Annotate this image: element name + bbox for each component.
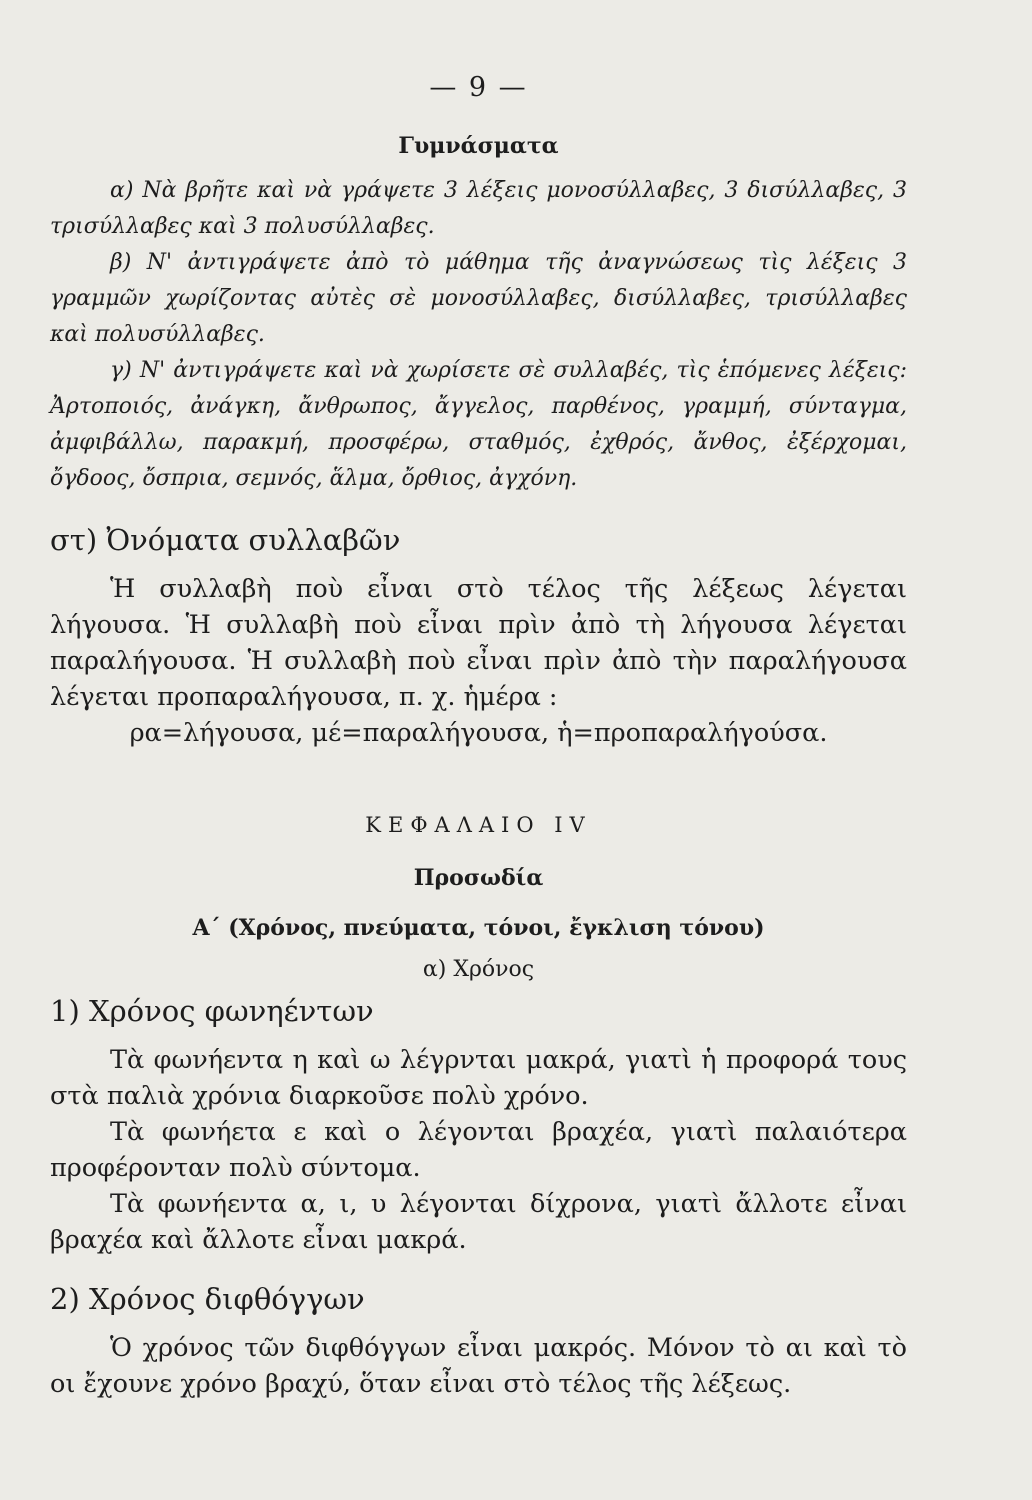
vowel-time-body: [50, 1042, 907, 1258]
syllable-names-body: [50, 571, 907, 751]
paragraph: Τὰ φωνήεντα α, ι, υ λέγονται δίχρονα, γιατὶ ἄλλοτε εἶναι βραχέα καὶ ἄλλοτε εἶναι μακρά.: [50, 1189, 907, 1255]
sub-heading: α) Χρόνος: [422, 957, 535, 982]
section-title: στ) Ὀνόματα συλλαβῶν: [50, 523, 401, 557]
paragraph: Τὰ φωνήεντα η καὶ ω λέγρνται μακρά, γιατὶ ἡ προφορά τους στὰ παλιὰ χρόνια διαρκοῦσε πολὺ χρόνο.: [50, 1045, 907, 1111]
exercise-item: α) Νὰ βρῆτε καὶ νὰ γράψετε 3 λέξεις μονοσύλλαβες, 3 δισύλλαβες, 3 τρισύλλαβες καὶ 3 πολυσύλλαβες.: [50, 178, 907, 239]
section-title: 2) Χρόνος διφθόγγων: [50, 1282, 365, 1316]
section-title: 1) Χρόνος φωνηέντων: [50, 994, 374, 1028]
exercise-item: γ) Ν' ἀντιγράψετε καὶ νὰ χωρίσετε σὲ συλλαβές, τὶς ἑπόμενες λέξεις: Ἀρτοποιός, ἀνάγκη, ἄνθρωπος, ἄγγελος, παρθένος, γραμμή, σύνταγμα, ἀμφιβάλλω, παρακμή, προσφέρω, σταθμός, ἐχθρός, ἄνθος, ἐξέρχομαι, ὄγδοος, ὄσπρια, σεμνός, ἅλμα, ὄρθιος, ἀγχόνη.: [50, 358, 907, 491]
page-number: — 9 —: [429, 72, 528, 103]
paragraph: Ἡ συλλαβὴ ποὺ εἶναι στὸ τέλος τῆς λέξεως λέγεται λήγουσα. Ἡ συλλαβὴ ποὺ εἶναι πρὶν ἀπὸ τὴ λήγουσα λέγεται παραλήγουσα. Ἡ συλλαβὴ ποὺ εἶναι πρὶν ἀπὸ τὴν παραλήγουσα λέγεται προπαραλήγουσα, π. χ. ἡμέρα :: [50, 574, 907, 712]
lesson-heading: Α΄ (Χρόνος, πνεύματα, τόνοι, ἔγκλιση τόνου): [192, 915, 765, 941]
diphthong-time-body: [50, 1330, 907, 1402]
exercises-heading: Γυμνάσματα: [398, 133, 559, 159]
paragraph: Ὁ χρόνος τῶν διφθόγγων εἶναι μακρός. Μόνον τὸ αι καὶ τὸ οι ἔχουνε χρόνο βραχύ, ὅταν εἶναι στὸ τέλος τῆς λέξεως.: [50, 1333, 907, 1399]
paragraph: Τὰ φωνήετα ε καὶ ο λέγονται βραχέα, γιατὶ παλαιότερα προφέρονταν πολὺ σύντομα.: [50, 1117, 907, 1183]
chapter-subheading: Προσωδία: [413, 865, 544, 891]
exercise-item: β) Ν' ἀντιγράψετε ἀπὸ τὸ μάθημα τῆς ἀναγνώσεως τὶς λέξεις 3 γραμμῶν χωρίζοντας αὐτὲς σὲ μονοσύλλαβες, δισύλλαβες, τρισύλλαβες καὶ πολυσύλλαβες.: [50, 250, 907, 347]
exercises-section: [50, 133, 907, 497]
example-line: ρα=λήγουσα, μέ=παραλήγουσα, ἡ=προπαραλήγούσα.: [129, 718, 828, 748]
chapter-heading: ΚΕΦΑΛΑΙΟ IV: [365, 813, 592, 837]
